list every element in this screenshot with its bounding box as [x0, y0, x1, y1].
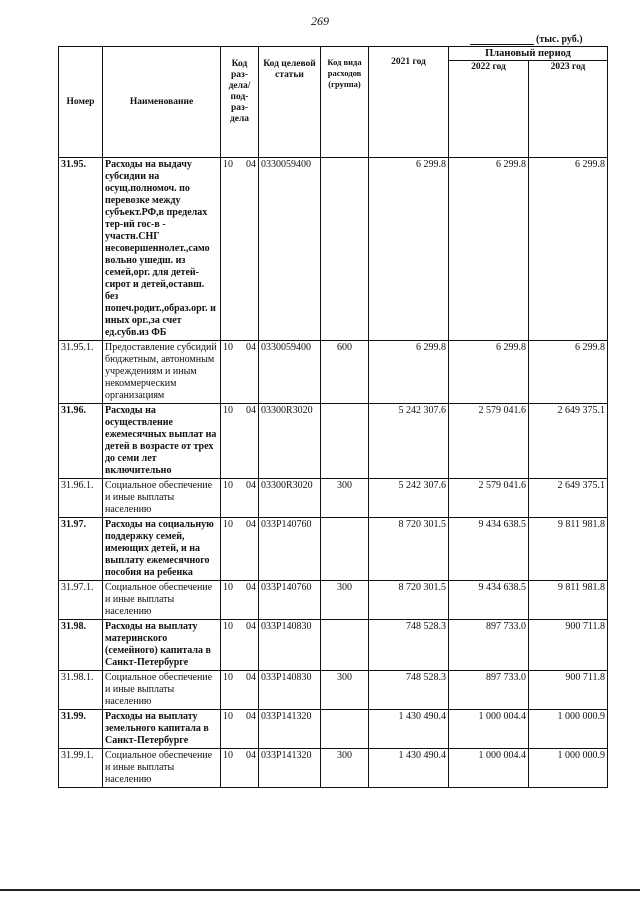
- row-value-2021: 6 299.8: [369, 158, 449, 341]
- table-row: [59, 158, 608, 341]
- row-name: Расходы на социальную поддержку семей, имеющих детей, и на выплату ежемесячного пособия на ребенка: [103, 518, 221, 581]
- row-value-2023: 2 649 375.1: [529, 479, 608, 518]
- row-name: Социальное обеспечение и иные выплаты населению: [103, 749, 221, 788]
- row-subsection: 04: [246, 711, 256, 722]
- row-subsection: 04: [246, 519, 256, 530]
- row-target-code: 033P140830: [259, 620, 321, 671]
- row-number: 31.95.: [59, 158, 103, 341]
- row-value-2021: 5 242 307.6: [369, 479, 449, 518]
- table-row: [59, 620, 608, 671]
- row-value-2022: 2 579 041.6: [449, 404, 529, 479]
- row-target-code: 03300R3020: [259, 479, 321, 518]
- row-subsection: 04: [246, 159, 256, 170]
- row-value-2023: 900 711.8: [529, 620, 608, 671]
- row-expense-type: [321, 158, 369, 341]
- row-target-code: 033P141320: [259, 710, 321, 749]
- row-subsection: 04: [246, 342, 256, 353]
- row-section: 10: [223, 405, 233, 416]
- row-target-code: 033P141320: [259, 749, 321, 788]
- row-section-code: [221, 479, 259, 518]
- row-expense-type: [321, 404, 369, 479]
- row-value-2022: 6 299.8: [449, 158, 529, 341]
- row-section-code: [221, 158, 259, 341]
- row-value-2021: 8 720 301.5: [369, 581, 449, 620]
- row-value-2022: 6 299.8: [449, 341, 529, 404]
- row-value-2021: 1 430 490.4: [369, 749, 449, 788]
- row-section: 10: [223, 342, 233, 353]
- row-name: Предоставление субсидий бюджетным, автономным учреждениям и иным некоммерческим организациям: [103, 341, 221, 404]
- row-value-2021: 8 720 301.5: [369, 518, 449, 581]
- row-number: 31.97.1.: [59, 581, 103, 620]
- header-year-2021: 2021 год: [369, 47, 449, 158]
- row-section: 10: [223, 750, 233, 761]
- row-name: Расходы на выдачу субсидии на осущ.полномоч. по перевозке между субъект.РФ,в пределах тер-ий гос-в - участн.СНГ несовершеннолет.,само вольно ушедш. из семей,орг. для детей-сирот и детей,оставш. без попеч.родит.,образ.орг. и иных орг.,за счет ед.субв.из ФБ: [103, 158, 221, 341]
- header-year-2022: 2022 год: [449, 61, 529, 158]
- row-expense-type: [321, 518, 369, 581]
- row-target-code: 033P140760: [259, 518, 321, 581]
- row-value-2021: 6 299.8: [369, 341, 449, 404]
- row-name: Социальное обеспечение и иные выплаты населению: [103, 581, 221, 620]
- row-name: Социальное обеспечение и иные выплаты населению: [103, 479, 221, 518]
- row-subsection: 04: [246, 405, 256, 416]
- row-name: Расходы на выплату земельного капитала в Санкт-Петербурге: [103, 710, 221, 749]
- row-value-2023: 9 811 981.8: [529, 581, 608, 620]
- table-row: [59, 479, 608, 518]
- row-subsection: 04: [246, 621, 256, 632]
- row-target-code: 0330059400: [259, 158, 321, 341]
- row-number: 31.95.1.: [59, 341, 103, 404]
- row-subsection: 04: [246, 672, 256, 683]
- row-section: 10: [223, 621, 233, 632]
- row-subsection: 04: [246, 480, 256, 491]
- row-subsection: 04: [246, 582, 256, 593]
- row-number: 31.99.1.: [59, 749, 103, 788]
- row-section: 10: [223, 159, 233, 170]
- row-value-2023: 9 811 981.8: [529, 518, 608, 581]
- row-section-code: [221, 404, 259, 479]
- row-target-code: 0330059400: [259, 341, 321, 404]
- row-value-2022: 9 434 638.5: [449, 581, 529, 620]
- row-section: 10: [223, 519, 233, 530]
- row-value-2023: 1 000 000.9: [529, 749, 608, 788]
- header-planned-period: Плановый период: [449, 47, 608, 61]
- header-expense-type: Код вида расходов (группа): [321, 47, 369, 158]
- row-section-code: [221, 749, 259, 788]
- row-expense-type: 300: [321, 671, 369, 710]
- row-value-2023: 1 000 000.9: [529, 710, 608, 749]
- row-expense-type: [321, 710, 369, 749]
- table-body: [59, 158, 608, 788]
- row-number: 31.97.: [59, 518, 103, 581]
- row-section: 10: [223, 480, 233, 491]
- row-expense-type: [321, 620, 369, 671]
- row-value-2022: 2 579 041.6: [449, 479, 529, 518]
- row-number: 31.98.1.: [59, 671, 103, 710]
- budget-table: [58, 46, 608, 788]
- row-value-2021: 5 242 307.6: [369, 404, 449, 479]
- row-section-code: [221, 341, 259, 404]
- row-name: Расходы на выплату материнского (семейного) капитала в Санкт-Петербурге: [103, 620, 221, 671]
- row-name: Расходы на осуществление ежемесячных выплат на детей в возрасте от трех до семи лет включительно: [103, 404, 221, 479]
- page-bottom-rule: [0, 889, 640, 891]
- header-row: [59, 47, 608, 61]
- row-value-2022: 1 000 004.4: [449, 749, 529, 788]
- row-value-2023: 900 711.8: [529, 671, 608, 710]
- units-underline: [470, 44, 534, 45]
- header-year-2023: 2023 год: [529, 61, 608, 158]
- row-number: 31.99.: [59, 710, 103, 749]
- row-section-code: [221, 671, 259, 710]
- row-value-2021: 748 528.3: [369, 671, 449, 710]
- row-number: 31.96.1.: [59, 479, 103, 518]
- row-expense-type: 300: [321, 479, 369, 518]
- row-number: 31.98.: [59, 620, 103, 671]
- row-section-code: [221, 620, 259, 671]
- row-value-2021: 1 430 490.4: [369, 710, 449, 749]
- table-row: [59, 404, 608, 479]
- row-section: 10: [223, 711, 233, 722]
- row-target-code: 03300R3020: [259, 404, 321, 479]
- row-section-code: [221, 518, 259, 581]
- header-section: Код раз- дела/ под- раз- дела: [221, 47, 259, 158]
- table-row: [59, 518, 608, 581]
- row-target-code: 033P140760: [259, 581, 321, 620]
- table-row: [59, 710, 608, 749]
- row-section: 10: [223, 672, 233, 683]
- row-value-2023: 6 299.8: [529, 341, 608, 404]
- row-name: Социальное обеспечение и иные выплаты населению: [103, 671, 221, 710]
- row-value-2022: 897 733.0: [449, 620, 529, 671]
- row-value-2023: 2 649 375.1: [529, 404, 608, 479]
- row-expense-type: 300: [321, 581, 369, 620]
- row-target-code: 033P140830: [259, 671, 321, 710]
- row-value-2021: 748 528.3: [369, 620, 449, 671]
- row-value-2022: 1 000 004.4: [449, 710, 529, 749]
- units-label: (тыс. руб.): [536, 34, 583, 45]
- header-number: Номер: [59, 47, 103, 158]
- row-number: 31.96.: [59, 404, 103, 479]
- row-section-code: [221, 581, 259, 620]
- table-row: [59, 749, 608, 788]
- page-number: 269: [311, 14, 329, 28]
- row-value-2022: 897 733.0: [449, 671, 529, 710]
- row-section-code: [221, 710, 259, 749]
- row-section: 10: [223, 582, 233, 593]
- row-value-2022: 9 434 638.5: [449, 518, 529, 581]
- row-expense-type: 600: [321, 341, 369, 404]
- table-row: [59, 671, 608, 710]
- table-row: [59, 581, 608, 620]
- header-target: Код целевой статьи: [259, 47, 321, 158]
- row-subsection: 04: [246, 750, 256, 761]
- row-expense-type: 300: [321, 749, 369, 788]
- header-name: Наименование: [103, 47, 221, 158]
- table-row: [59, 341, 608, 404]
- row-value-2023: 6 299.8: [529, 158, 608, 341]
